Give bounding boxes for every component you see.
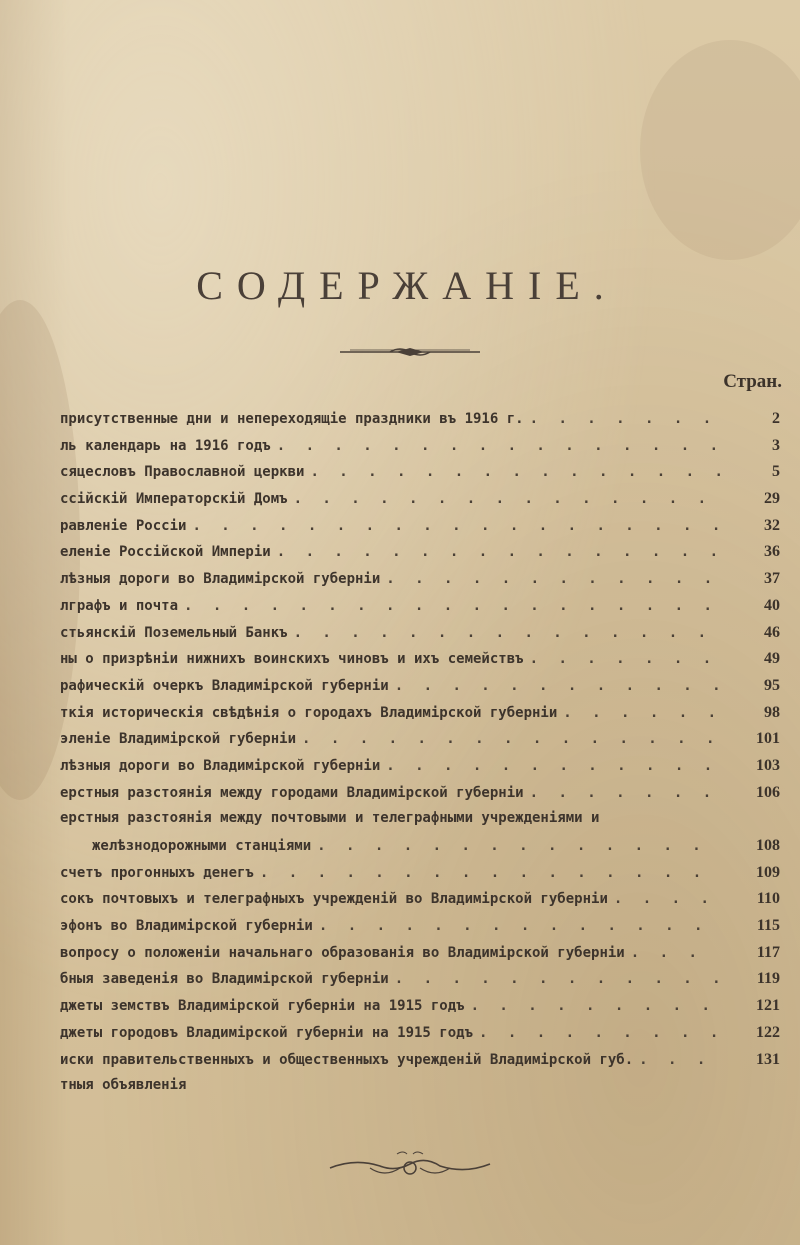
toc-entry-page: 32 [764, 516, 780, 534]
toc-entry-page: 98 [764, 703, 780, 721]
toc-entry-page: 106 [756, 783, 780, 801]
toc-entry-page: 131 [756, 1050, 780, 1068]
toc-leader-dots [178, 598, 720, 614]
toc-entry-title: иски правительственныхъ и общественныхъ учрежденій Владимірской губ. [60, 1051, 634, 1068]
toc-entry [60, 810, 780, 837]
toc-leader-dots [271, 438, 720, 454]
toc-leader-dots [380, 758, 720, 774]
toc-entry [60, 677, 780, 704]
toc-entry-title: эленіе Владимірской губерніи [60, 731, 297, 748]
toc-entry [60, 757, 780, 784]
toc-entry-title: сяцесловъ Православной церкви [60, 464, 305, 481]
toc-entry [60, 624, 780, 651]
toc-entry [60, 517, 780, 544]
toc-entry-page: 117 [756, 943, 780, 961]
toc-entry [60, 890, 780, 917]
toc-entry-title: присутственные дни и непереходящіе праздники въ 1916 г. [60, 411, 524, 427]
toc-entry-title: ссійскій Императорскій Домъ [60, 491, 288, 508]
toc-leader-dots [254, 865, 720, 881]
toc-leader-dots [311, 838, 720, 854]
toc-entry-title: еленіе Россійской Имперіи [60, 544, 271, 561]
toc-entry [60, 597, 780, 624]
toc-leader-dots [271, 544, 720, 560]
toc-entry-title: желѣзнодорожными станціями [92, 838, 312, 854]
toc-entry [60, 704, 780, 731]
toc-entry-page: 119 [756, 970, 780, 988]
toc-entry [60, 437, 780, 464]
toc-entry [60, 650, 780, 677]
toc-entry-page: 46 [764, 623, 780, 641]
toc-entry-title: ерстныя разстоянія между городами Владимірской губерніи [60, 784, 524, 801]
toc-entry-title: сокъ почтовыхъ и телеграфныхъ учрежденій во Владимірской губерніи [60, 891, 608, 908]
toc-leader-dots [524, 651, 720, 667]
toc-entry [60, 730, 780, 757]
toc-leader-dots [288, 625, 720, 641]
toc-entry-page: 101 [756, 730, 780, 748]
toc-entry-title: лѣзныя дороги во Владимірской губерніи [60, 757, 381, 774]
toc-entry [60, 1051, 780, 1078]
toc-entry-page: 40 [764, 596, 780, 614]
page-title: СОДЕРЖАНІЕ. [196, 263, 618, 308]
toc-entry-title: джеты земствъ Владимірской губерніи на 1915 годъ [60, 998, 465, 1015]
toc-leader-dots [389, 971, 720, 987]
toc-entry-page: 122 [756, 1023, 780, 1041]
toc-entry [60, 1077, 780, 1104]
toc-entry [60, 944, 780, 971]
toc-entry [60, 463, 780, 490]
toc-entry-page: 103 [756, 756, 780, 774]
toc-entry-title: ткія историческія свѣдѣнія о городахъ Владимірской губерніи [60, 704, 558, 721]
toc-leader-dots [288, 491, 720, 507]
toc-entry-title: тныя объявленія [60, 1077, 187, 1094]
toc-entry-title: стьянскій Поземельный Банкъ [60, 624, 288, 641]
toc-entry-page: 108 [756, 837, 780, 854]
toc-entry-title: бныя заведенія во Владимірской губерніи [60, 971, 389, 988]
toc-entry [60, 837, 780, 864]
toc-entry-page: 5 [772, 463, 780, 481]
toc-entry [60, 1024, 780, 1051]
toc-leader-dots [304, 464, 720, 480]
toc-leader-dots [380, 571, 720, 587]
page-stain [640, 40, 800, 260]
toc-entry-page: 109 [756, 863, 780, 881]
table-of-contents [60, 410, 780, 1104]
toc-entry [60, 997, 780, 1024]
toc-entry-title: ерстныя разстоянія между почтовыми и телеграфными учрежденіями и [60, 810, 600, 827]
toc-leader-dots [524, 411, 720, 427]
toc-entry-title: джеты городовъ Владимірской губерніи на 1915 годъ [60, 1024, 474, 1041]
divider-ornament-icon [340, 345, 480, 359]
toc-entry-page: 115 [756, 917, 780, 935]
toc-entry-page: 29 [764, 490, 780, 508]
toc-entry-page: 95 [764, 676, 780, 694]
toc-entry-page: 49 [764, 650, 780, 668]
toc-leader-dots [313, 918, 720, 934]
toc-leader-dots [524, 785, 720, 801]
toc-entry-page: 3 [772, 436, 780, 454]
toc-entry-page: 121 [756, 997, 780, 1015]
toc-entry-page: 37 [764, 570, 780, 588]
toc-entry [60, 570, 780, 597]
toc-leader-dots [186, 518, 720, 534]
toc-leader-dots [465, 998, 720, 1014]
toc-leader-dots [473, 1025, 720, 1041]
toc-entry [60, 410, 780, 437]
toc-entry-page: 2 [772, 410, 780, 427]
toc-entry [60, 490, 780, 517]
toc-entry-page: 36 [764, 543, 780, 561]
toc-entry-title: рафическій очеркъ Владимірской губерніи [60, 677, 389, 694]
toc-leader-dots [557, 705, 720, 721]
toc-leader-dots [389, 678, 720, 694]
toc-entry-title: равленіе Россіи [60, 517, 187, 534]
pages-column-header: Стран. [723, 371, 782, 392]
toc-entry-page: 110 [756, 890, 780, 908]
toc-leader-dots [625, 945, 720, 961]
toc-entry [60, 543, 780, 570]
toc-entry [60, 864, 780, 891]
toc-leader-dots [608, 891, 720, 907]
toc-entry-title: лѣзныя дороги во Владимірской губерніи [60, 571, 381, 588]
toc-entry-title: счетъ прогонныхъ денегъ [60, 864, 254, 881]
toc-entry-title: вопросу о положеніи начальнаго образованія во Владимірской губерніи [60, 944, 625, 961]
toc-leader-dots [633, 1052, 720, 1068]
toc-entry [60, 784, 780, 811]
toc-entry-title: ль календарь на 1916 годъ [60, 437, 271, 454]
toc-entry-title: лграфъ и почта [60, 597, 179, 614]
toc-leader-dots [296, 731, 720, 747]
toc-entry [60, 970, 780, 997]
toc-entry-title: эфонъ во Владимірской губерніи [60, 918, 313, 935]
toc-entry-title: ны о призрѣніи нижнихъ воинскихъ чиновъ и ихъ семействъ [60, 651, 524, 668]
tailpiece-ornament-icon [325, 1148, 495, 1182]
toc-entry [60, 917, 780, 944]
